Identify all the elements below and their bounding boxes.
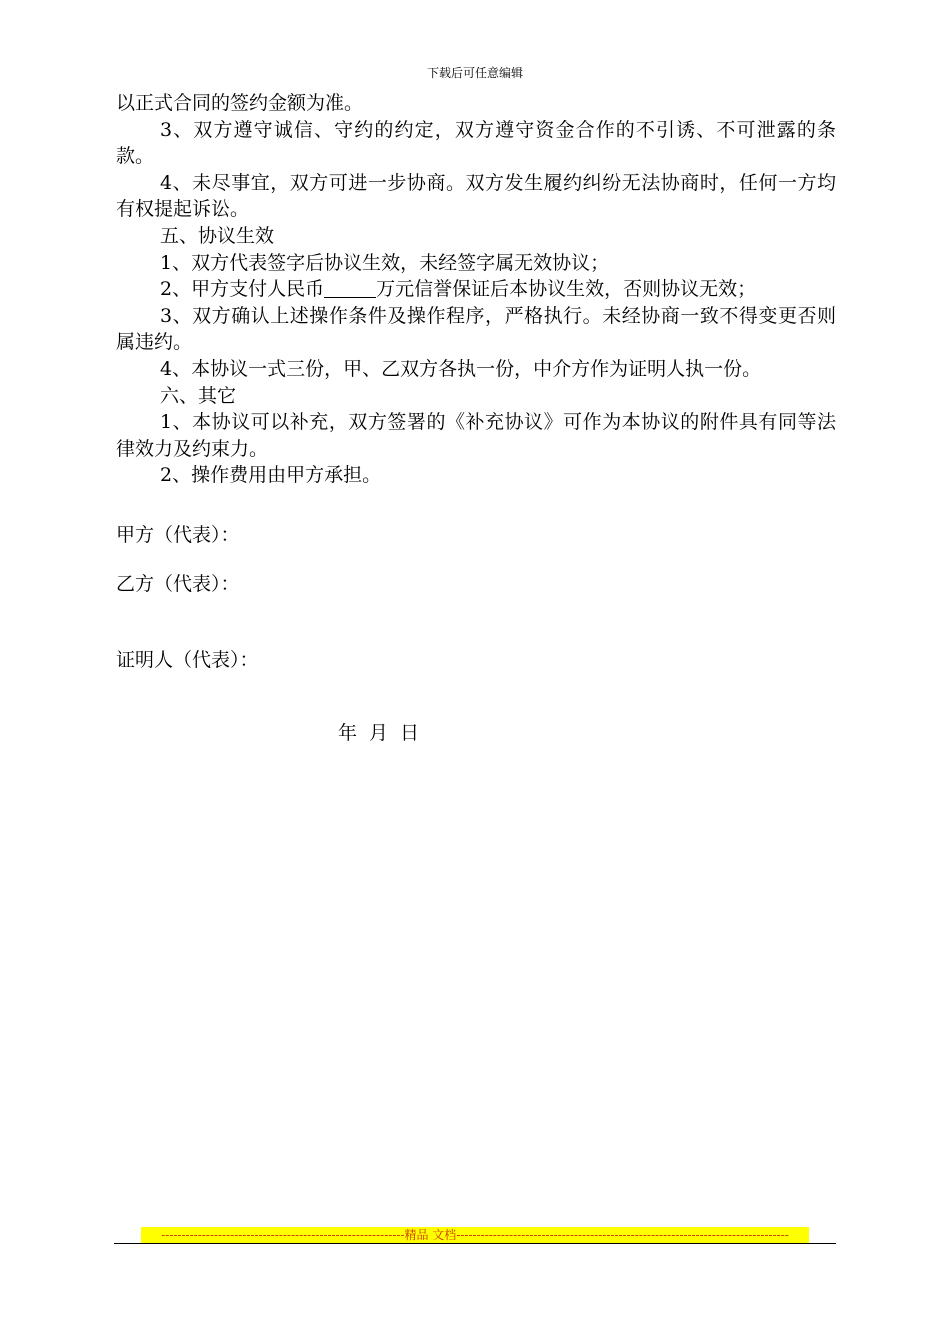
signature-party-b: 乙方（代表）：	[116, 573, 240, 595]
paragraph: 3、双方遵守诚信、守约的约定，双方遵守资金合作的不引诱、不可泄露的条款。	[116, 118, 836, 168]
date-day: 日	[400, 722, 420, 744]
paragraph: 1、双方代表签字后协议生效，未经签字属无效协议；	[160, 251, 610, 274]
signature-witness: 证明人（代表）：	[116, 649, 259, 671]
paragraph: 1、本协议可以补充，双方签署的《补充协议》可作为本协议的附件具有同等法律效力及约束力。	[116, 411, 836, 460]
paragraph: 4、本协议一式三份，甲、乙双方各执一份，中介方作为证明人执一份。	[160, 357, 762, 380]
paragraph-part: 2、甲方支付人民币	[160, 278, 325, 301]
paragraph: 2、操作费用由甲方承担。	[160, 464, 382, 487]
footer-dashes: ----------------------------------------------------------------------------------	[456, 1228, 789, 1242]
date-line	[338, 720, 431, 746]
footer-banner	[141, 1227, 809, 1243]
page-header: 下载后可任意编辑	[426, 66, 523, 80]
footer-text: 精品 文档	[404, 1228, 457, 1242]
date-month: 月	[369, 722, 389, 744]
footer-dashes: ------------------------------------------------------------	[161, 1228, 405, 1242]
paragraph: 4、未尽事宜，双方可进一步协商。双方发生履约纠纷无法协商时，任何一方均有权提起诉讼。	[116, 171, 836, 221]
signature-party-a: 甲方（代表）：	[116, 524, 240, 546]
paragraph: 以正式合同的签约金额为准。	[116, 92, 364, 114]
date-year: 年	[338, 722, 358, 744]
footer-rule	[114, 1243, 836, 1244]
paragraph-part: 万元信誉保证后本协议生效，否则协议无效；	[376, 278, 757, 301]
paragraph: 3、双方确认上述操作条件及操作程序，严格执行。未经协商一致不得变更否则属违约。	[116, 304, 836, 354]
section-heading: 五、协议生效	[160, 224, 275, 247]
section-heading: 六、其它	[160, 384, 237, 407]
paragraph	[116, 276, 836, 303]
document-body	[116, 90, 836, 489]
amount-blank	[324, 279, 376, 298]
